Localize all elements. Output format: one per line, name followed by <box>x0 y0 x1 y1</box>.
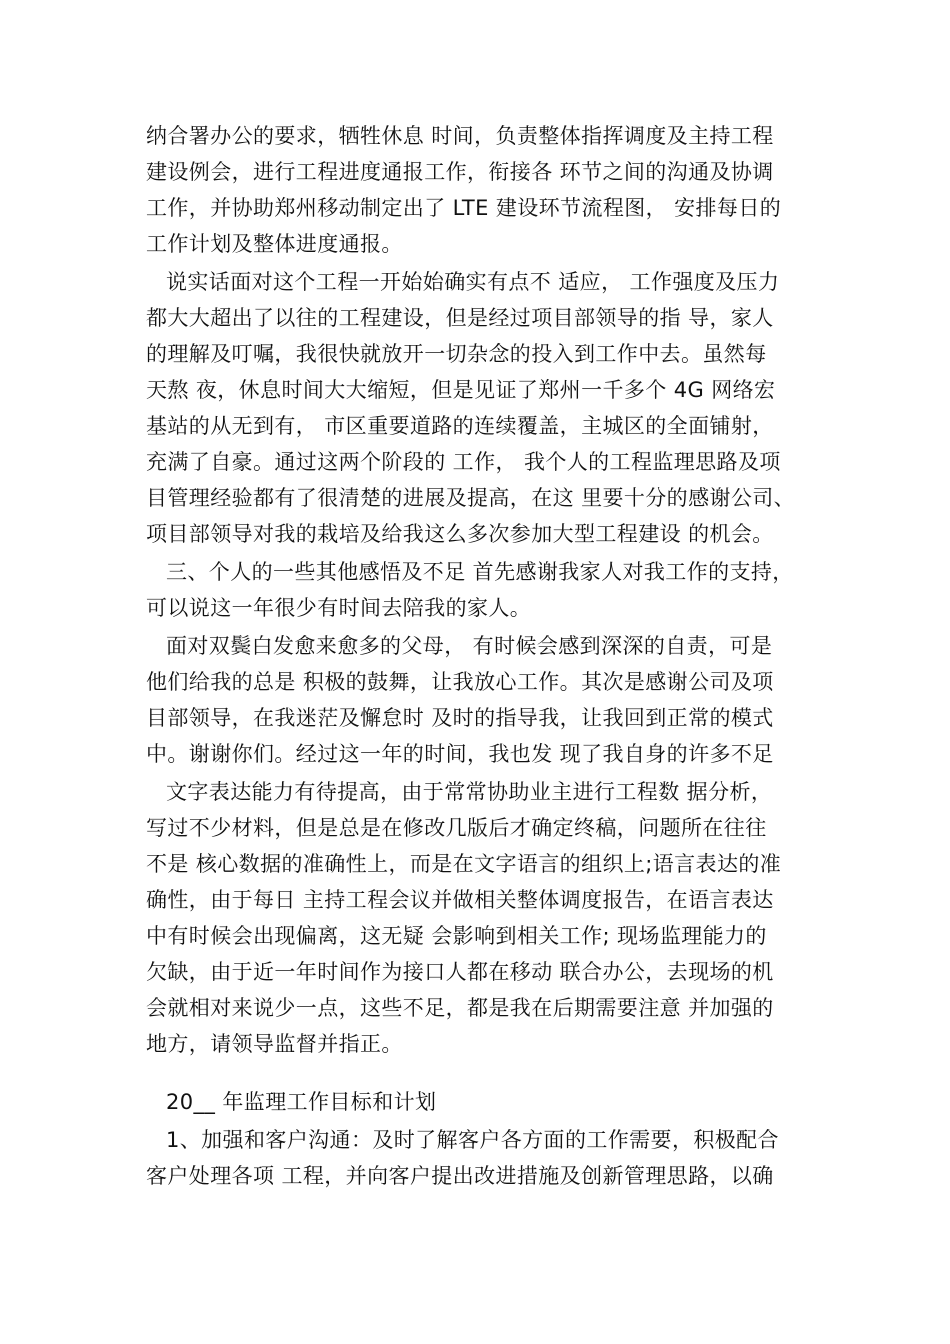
paragraph-line: 欠缺，由于近一年时间作为接口人都在移动 联合办公，去现场的机 <box>146 960 774 984</box>
paragraph-line: 目部领导，在我迷茫及懈怠时 及时的指导我，让我回到正常的模式 <box>146 706 774 730</box>
paragraph-line: 建设例会，进行工程进度通报工作，衔接各 环节之间的沟通及协调 <box>146 160 774 184</box>
section-heading: 20__ 年监理工作目标和计划 <box>166 1090 437 1114</box>
paragraph-line: 工作，并协助郑州移动制定出了 LTE 建设环节流程图， 安排每日的 <box>146 196 782 220</box>
paragraph-line: 可以说这一年很少有时间去陪我的家人。 <box>146 596 532 620</box>
paragraph-line: 会就相对来说少一点，这些不足，都是我在后期需要注意 并加强的 <box>146 996 774 1020</box>
paragraph-line: 说实话面对这个工程一开始始确实有点不 适应， 工作强度及压力 <box>166 270 780 294</box>
paragraph-line: 1、加强和客户沟通：及时了解客户各方面的工作需要，积极配合 <box>166 1128 779 1152</box>
paragraph-line: 项目部领导对我的栽培及给我这么多次参加大型工程建设 的机会。 <box>146 522 774 546</box>
paragraph-line: 天熬 夜，休息时间大大缩短，但是见证了郑州一千多个 4G 网络宏 <box>146 378 776 402</box>
paragraph-line: 基站的从无到有， 市区重要道路的连续覆盖，主城区的全面铺射， <box>146 414 774 438</box>
paragraph-line: 客户处理各项 工程，并向客户提出改进措施及创新管理思路，以确 <box>146 1164 774 1188</box>
paragraph-line: 面对双鬓白发愈来愈多的父母， 有时候会感到深深的自责，可是 <box>166 634 773 658</box>
paragraph-line: 目管理经验都有了很清楚的进展及提高，在这 里要十分的感谢公司、 <box>146 486 796 510</box>
paragraph-line: 都大大超出了以往的工程建设，但是经过项目部领导的指 导，家人 <box>146 306 774 330</box>
paragraph-line: 他们给我的总是 积极的鼓舞，让我放心工作。其次是感谢公司及项 <box>146 670 774 694</box>
paragraph-line: 的理解及叮嘱，我很快就放开一切杂念的投入到工作中去。虽然每 <box>146 342 767 366</box>
paragraph-line: 中。谢谢你们。经过这一年的时间，我也发 现了我自身的许多不足 <box>146 742 774 766</box>
paragraph-line: 三、个人的一些其他感悟及不足 首先感谢我家人对我工作的支持， <box>166 560 794 584</box>
paragraph-line: 中有时候会出现偏离，这无疑 会影响到相关工作; 现场监理能力的 <box>146 924 767 948</box>
paragraph-line: 纳合署办公的要求，牺牲休息 时间，负责整体指挥调度及主持工程 <box>146 124 774 148</box>
paragraph-line: 文字表达能力有待提高，由于常常协助业主进行工程数 据分析， <box>166 780 773 804</box>
paragraph-line: 确性，由于每日 主持工程会议并做相关整体调度报告，在语言表达 <box>146 888 774 912</box>
paragraph-line: 写过不少材料，但是总是在修改几版后才确定终稿，问题所在往往 <box>146 816 767 840</box>
paragraph-line: 工作计划及整体进度通报。 <box>146 232 403 256</box>
paragraph-line: 不是 核心数据的准确性上，而是在文字语言的组织上;语言表达的准 <box>146 852 782 876</box>
paragraph-line: 充满了自豪。通过这两个阶段的 工作， 我个人的工程监理思路及项 <box>146 450 781 474</box>
paragraph-line: 地方，请领导监督并指正。 <box>146 1032 403 1056</box>
